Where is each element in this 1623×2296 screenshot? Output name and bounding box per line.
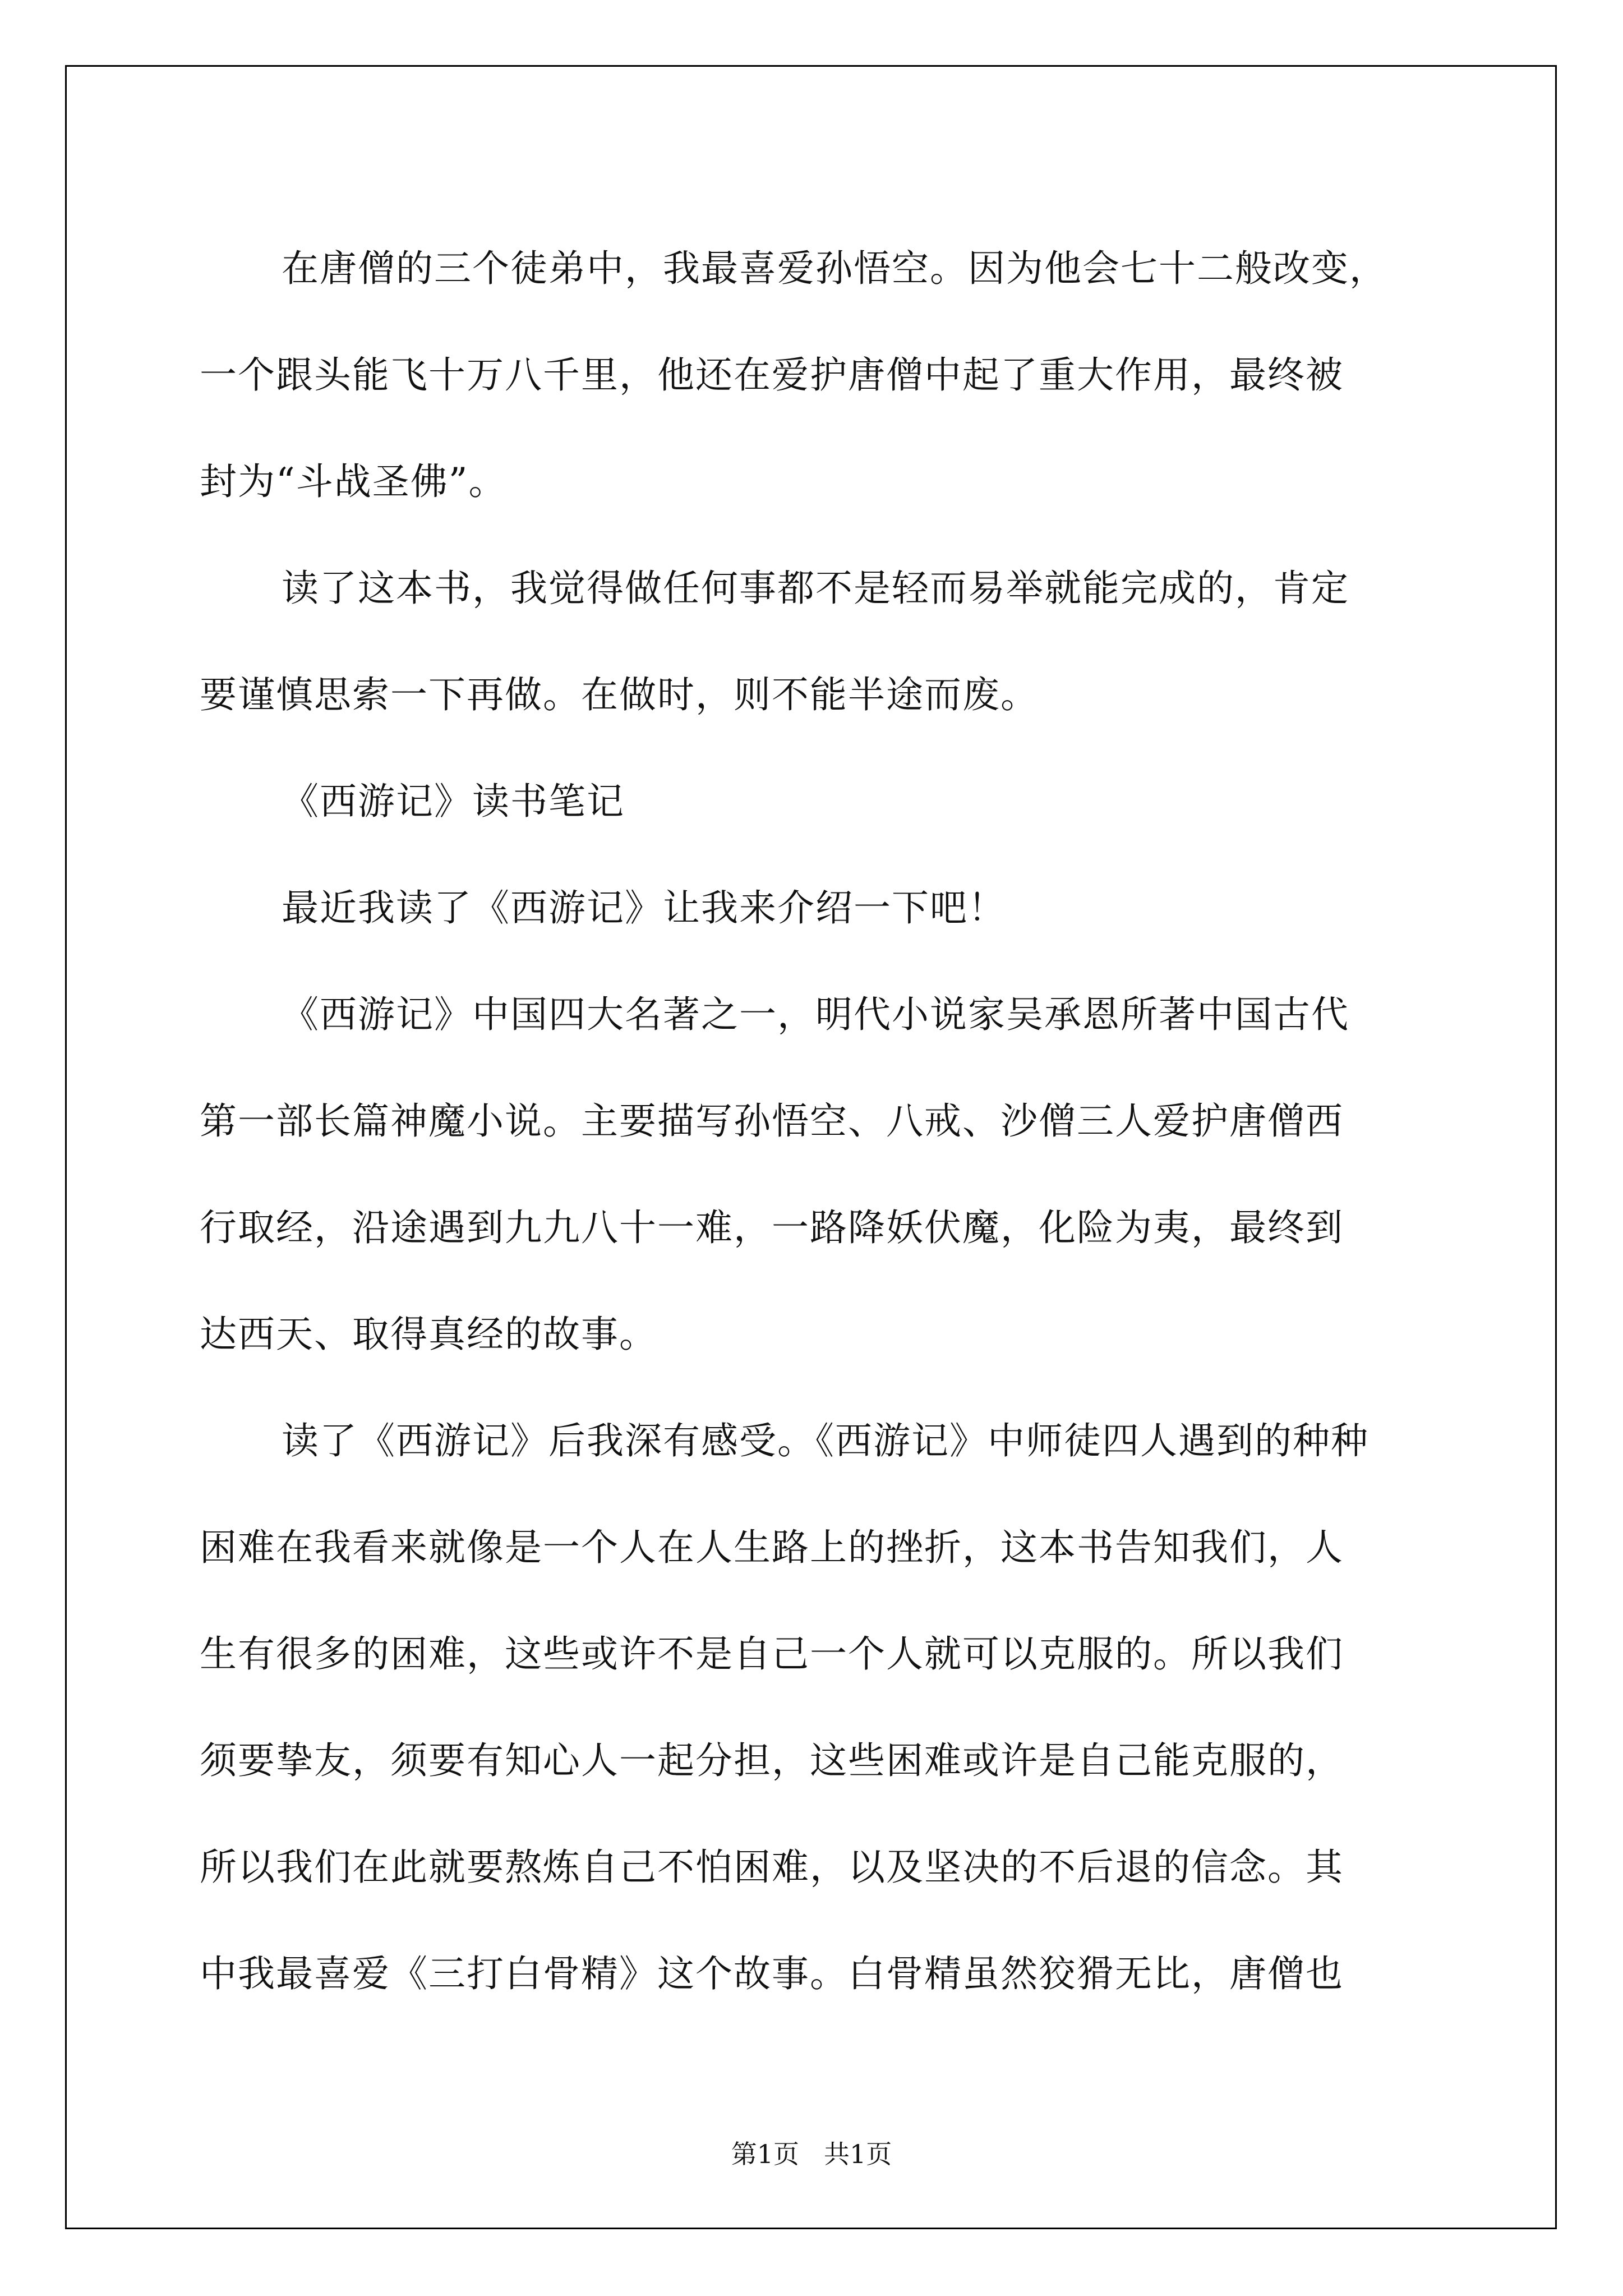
text-line: 困难在我看来就像是一个人在人生路上的挫折，这本书告知我们，人: [200, 1526, 1344, 1569]
text-line: 第一部长篇神魔小说。主要描写孙悟空、八戒、沙僧三人爱护唐僧西: [200, 1099, 1344, 1143]
text-line: 在唐僧的三个徒弟中，我最喜爱孙悟空。因为他会七十二般改变，: [282, 247, 1387, 290]
paragraph-4: [200, 961, 1433, 1388]
page-footer: [0, 2137, 1623, 2171]
paragraph-5: [200, 1388, 1433, 2027]
text-line: 行取经，沿途遇到九九八十一难，一路降妖伏魔，化险为夷，最终到: [200, 1206, 1344, 1249]
page-number-total: 共1页: [824, 2139, 892, 2169]
section-heading: [200, 748, 1433, 855]
paragraph-2: [200, 535, 1433, 748]
text-line: 所以我们在此就要熬炼自己不怕困难，以及坚决的不后退的信念。其: [200, 1846, 1344, 1889]
page-number-current: 第1页: [731, 2139, 799, 2169]
text-line: 要谨慎思索一下再做。在做时，则不能半途而废。: [200, 673, 1039, 716]
paragraph-3: [200, 855, 1433, 961]
text-line: 读了《西游记》后我深有感受。《西游记》中师徒四人遇到的种种: [282, 1419, 1369, 1462]
text-line: 中我最喜爱《三打白骨精》这个故事。白骨精虽然狡猾无比，唐僧也: [200, 1952, 1344, 1995]
paragraph-1: [200, 215, 1433, 535]
text-line: 一个跟头能飞十万八千里，他还在爱护唐僧中起了重大作用，最终被: [200, 353, 1344, 397]
text-line: 生有很多的困难，这些或许不是自己一个人就可以克服的。所以我们: [200, 1632, 1344, 1676]
text-line: 最近我读了《西游记》让我来介绍一下吧！: [282, 886, 1006, 930]
document-body: [200, 215, 1433, 2027]
text-line: 须要挚友，须要有知心人一起分担，这些困难或许是自己能克服的，: [200, 1739, 1344, 1782]
text-line: 封为“斗战圣佛”。: [200, 460, 507, 503]
heading-text: 《西游记》读书笔记: [282, 780, 625, 823]
text-line: 达西天、取得真经的故事。: [200, 1313, 657, 1356]
text-line: 读了这本书，我觉得做任何事都不是轻而易举就能完成的，肯定: [282, 567, 1349, 610]
text-line: 《西游记》中国四大名著之一，明代小说家吴承恩所著中国古代: [282, 993, 1349, 1036]
